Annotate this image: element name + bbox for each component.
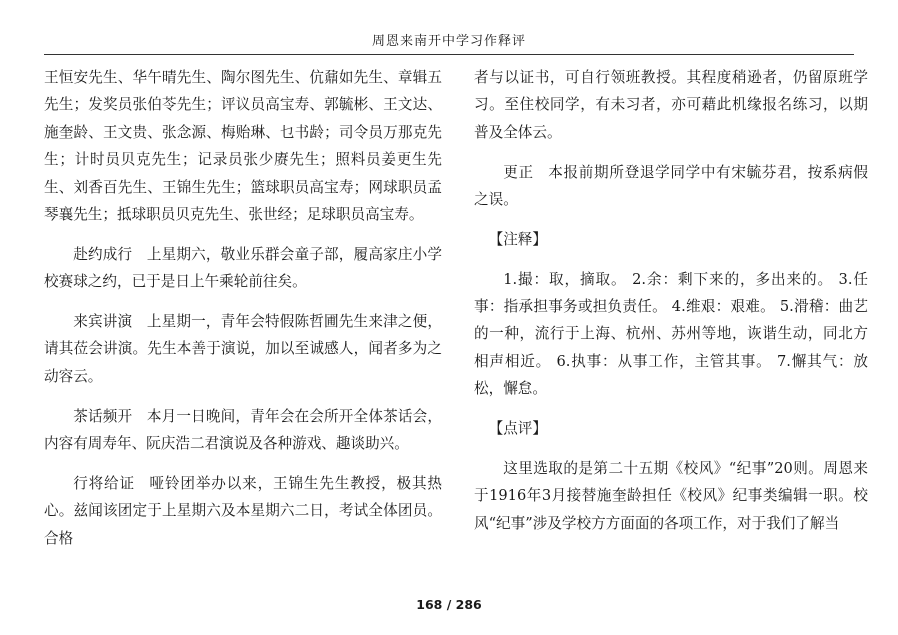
news-item-body: 本报前期所登退学同学中有宋毓芬君，按系病假之误。 [474, 163, 868, 209]
page-header-title: 周恩来南开中学习作释评 [371, 34, 526, 49]
news-item-headline: 来宾讲演 [73, 313, 133, 331]
comment-paragraph: 这里选取的是第二十五期《校风》“纪事”20则。周恩来于1916年3月接替施奎龄担任《校风》纪事类编辑一职。校风“纪事”涉及学校方方面面的各项工作，对于我们了解当 [474, 459, 868, 532]
continued-paragraph: 者与以证书，可自行领班教授。其程度稍逊者，仍留原班学习。至住校同学，有未习者，亦可藉此机缘报名练习，以期普及全体云。 [474, 69, 868, 141]
right-column [474, 64, 868, 537]
news-item-paragraph [474, 159, 868, 214]
news-item-paragraph [44, 241, 442, 296]
news-item-headline: 赴约成行 [73, 245, 133, 263]
notes-heading: 【注释】 [488, 230, 547, 248]
news-item-body: 上星期一，青年会特假陈哲圃先生来津之便，请其莅会讲演。先生本善于演说，加以至诚感人，闻者多为之动容云。 [44, 313, 442, 385]
left-column [44, 64, 442, 552]
news-item-headline: 行将给证 [73, 474, 135, 492]
news-item-headline: 茶话频开 [73, 407, 133, 425]
news-item-body: 本月一日晚间，青年会在会所开全体茶话会，内容有周寿年、阮庆浩二君演说及各种游戏、趣谈助兴。 [44, 407, 442, 453]
news-item-headline: 更正 [503, 163, 534, 181]
page-number: 168 / 286 [416, 597, 482, 612]
news-item-paragraph [44, 308, 442, 390]
news-item-body: 哑铃团举办以来，王锦生先生教授，极其热心。兹闻该团定于上星期六及本星期六二日，考试全体团员。合格 [44, 474, 442, 547]
comment-heading: 【点评】 [488, 420, 547, 438]
header-rule [44, 54, 854, 55]
news-item-paragraph [44, 403, 442, 458]
news-item-paragraph [44, 470, 442, 552]
notes-paragraph: 1.撮：取，摘取。 2.余：剩下来的，多出来的。 3.任事：指承担事务或担负责任。 4.维艰：艰难。 5.滑稽：曲艺的一种，流行于上海、杭州、苏州等地，诙谐生动，同北方相声相近。 6.执事：从事工作，主管其事。 7.懈其气：放松，懈怠。 [474, 270, 868, 398]
staff-list-paragraph: 王恒安先生、华午晴先生、陶尔图先生、伉鼐如先生、章辑五先生；发奖员张伯苓先生；评议员高宝寿、郭毓彬、王文达、施奎龄、王文贵、张念源、梅贻琳、乜书龄；司令员万那克先生；计时员贝克先生；记录员张少赓先生；照料员姜更生先生、刘香百先生、王锦生先生；篮球职员高宝寿；网球职员孟琴襄先生；抵球职员贝克先生、张世经；足球职员高宝寿。 [44, 69, 442, 224]
news-item-body: 上星期六，敬业乐群会童子部，履高家庄小学校赛球之约，已于是日上午乘轮前往矣。 [44, 245, 442, 291]
